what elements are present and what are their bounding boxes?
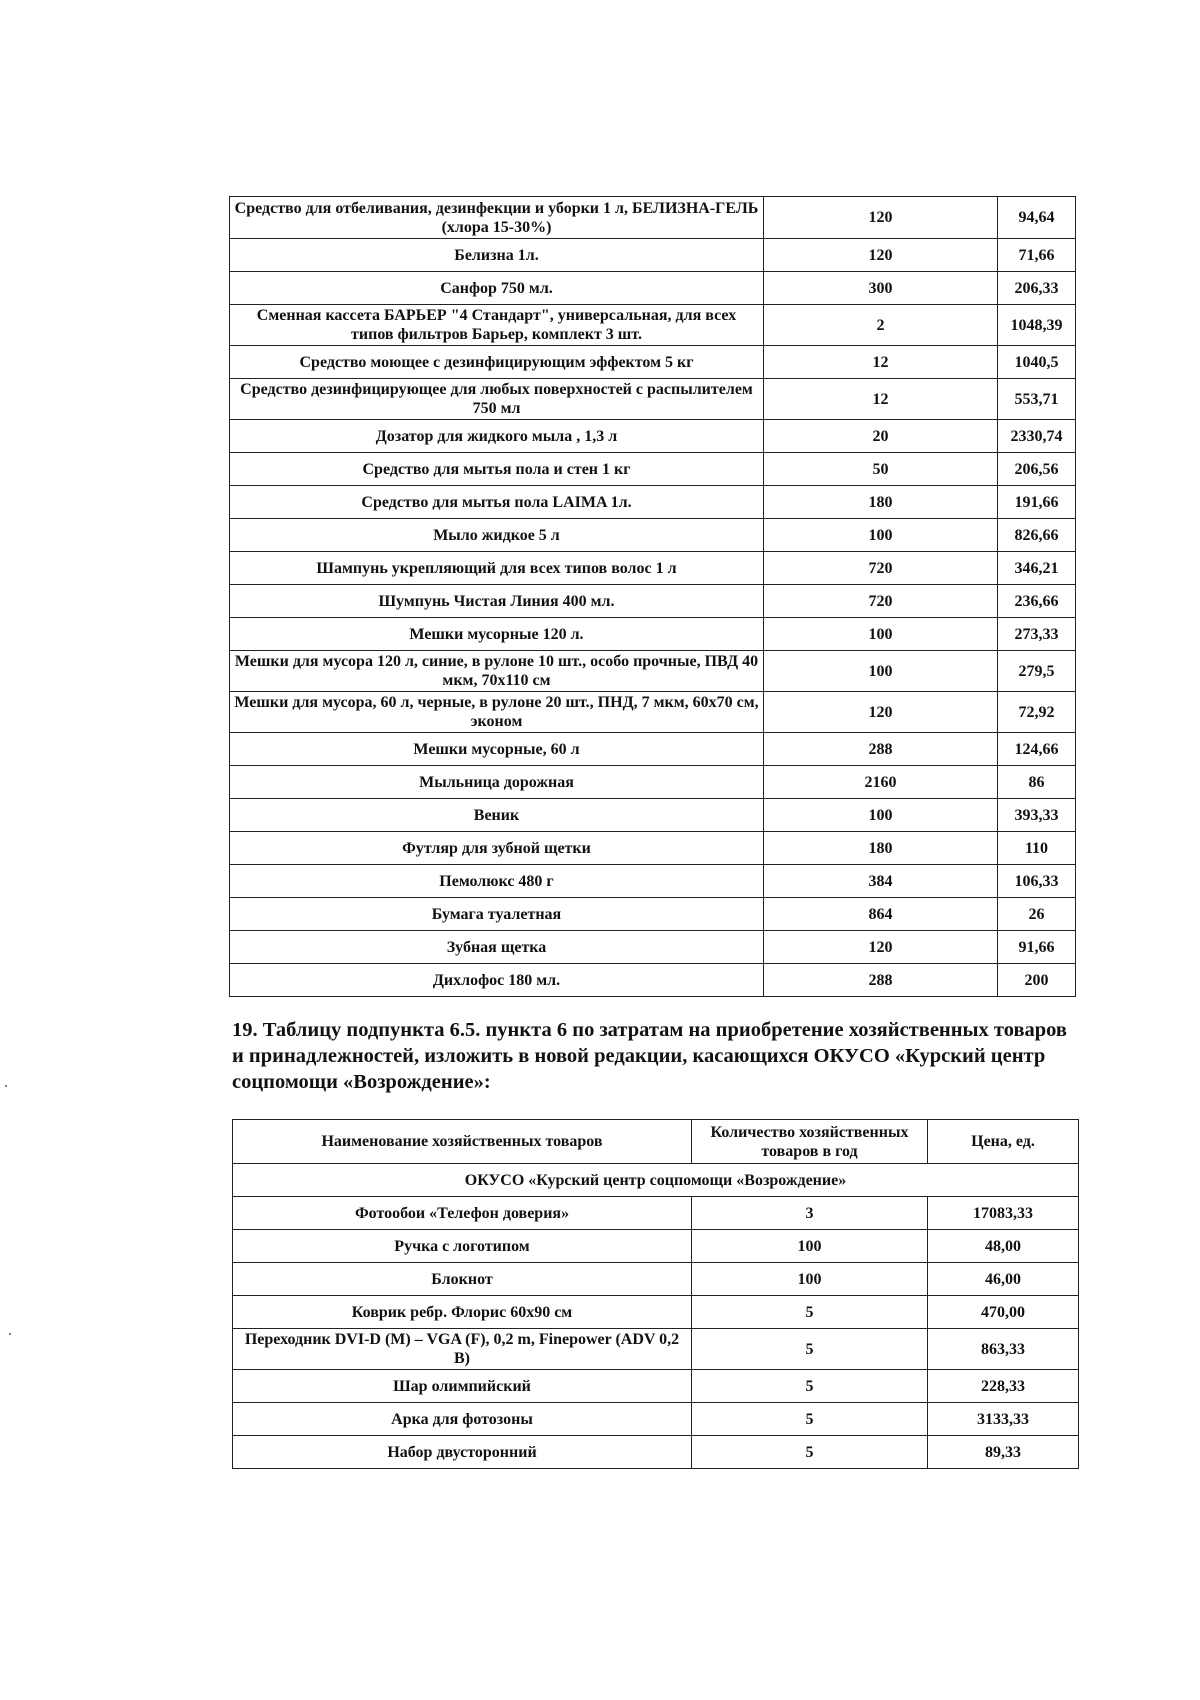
- item-name: Мыло жидкое 5 л: [230, 519, 764, 552]
- item-qty: 100: [764, 618, 998, 651]
- item-qty: 2: [764, 305, 998, 346]
- item-price: 826,66: [998, 519, 1076, 552]
- item-qty: 300: [764, 272, 998, 305]
- item-name: Шар олимпийский: [233, 1370, 692, 1403]
- table-row: [230, 379, 1076, 420]
- table-row: [230, 651, 1076, 692]
- item-name: Дозатор для жидкого мыла , 1,3 л: [230, 420, 764, 453]
- item-name: Средство для отбеливания, дезинфекции и уборки 1 л, БЕЛИЗНА-ГЕЛЬ (хлора 15-30%): [230, 197, 764, 239]
- organization-row: [233, 1164, 1079, 1197]
- table-row: [230, 346, 1076, 379]
- item-price: 17083,33: [928, 1197, 1079, 1230]
- item-name: Арка для фотозоны: [233, 1403, 692, 1436]
- item-name: Шампунь укрепляющий для всех типов волос 1 л: [230, 552, 764, 585]
- item-price: 46,00: [928, 1263, 1079, 1296]
- item-name: Мешки мусорные 120 л.: [230, 618, 764, 651]
- item-name: Белизна 1л.: [230, 239, 764, 272]
- table-row: [230, 964, 1076, 997]
- item-qty: 180: [764, 832, 998, 865]
- item-name: Набор двусторонний: [233, 1436, 692, 1469]
- item-qty: 100: [692, 1263, 928, 1296]
- table-row: [230, 239, 1076, 272]
- item-price: 26: [998, 898, 1076, 931]
- item-qty: 120: [764, 239, 998, 272]
- table-row: [233, 1329, 1079, 1370]
- table-row: [233, 1370, 1079, 1403]
- table-row: [230, 766, 1076, 799]
- item-qty: 864: [764, 898, 998, 931]
- table-row: [230, 552, 1076, 585]
- table-row: [230, 733, 1076, 766]
- table-row: [233, 1230, 1079, 1263]
- item-name: Футляр для зубной щетки: [230, 832, 764, 865]
- table-row: [230, 453, 1076, 486]
- item-qty: 100: [692, 1230, 928, 1263]
- item-qty: 12: [764, 379, 998, 420]
- item-qty: 5: [692, 1296, 928, 1329]
- item-price: 3133,33: [928, 1403, 1079, 1436]
- table-row: [230, 272, 1076, 305]
- table-row: [230, 799, 1076, 832]
- item-price: 71,66: [998, 239, 1076, 272]
- header-qty: Количество хозяйственных товаров в год: [692, 1120, 928, 1164]
- item-price: 94,64: [998, 197, 1076, 239]
- table-row: [230, 865, 1076, 898]
- item-qty: 3: [692, 1197, 928, 1230]
- item-qty: 288: [764, 964, 998, 997]
- item-price: 91,66: [998, 931, 1076, 964]
- item-price: 106,33: [998, 865, 1076, 898]
- item-qty: 720: [764, 585, 998, 618]
- item-price: 273,33: [998, 618, 1076, 651]
- table-row: [230, 305, 1076, 346]
- item-price: 200: [998, 964, 1076, 997]
- item-price: 393,33: [998, 799, 1076, 832]
- item-qty: 5: [692, 1329, 928, 1370]
- item-price: 346,21: [998, 552, 1076, 585]
- item-name: Коврик ребр. Флорис 60х90 см: [233, 1296, 692, 1329]
- item-qty: 100: [764, 519, 998, 552]
- item-qty: 180: [764, 486, 998, 519]
- item-name: Сменная кассета БАРЬЕР "4 Стандарт", универсальная, для всех типов фильтров Барьер, комплект 3 шт.: [230, 305, 764, 346]
- item-qty: 288: [764, 733, 998, 766]
- item-qty: 120: [764, 931, 998, 964]
- table-row: [230, 692, 1076, 733]
- table-row: [233, 1197, 1079, 1230]
- item-qty: 100: [764, 651, 998, 692]
- item-price: 236,66: [998, 585, 1076, 618]
- table-row: [233, 1403, 1079, 1436]
- item-price: 2330,74: [998, 420, 1076, 453]
- table-row: [230, 898, 1076, 931]
- item-name: Зубная щетка: [230, 931, 764, 964]
- item-name: Мешки мусорные, 60 л: [230, 733, 764, 766]
- item-price: 206,33: [998, 272, 1076, 305]
- item-price: 1040,5: [998, 346, 1076, 379]
- item-price: 124,66: [998, 733, 1076, 766]
- header-name: Наименование хозяйственных товаров: [233, 1120, 692, 1164]
- item-qty: 50: [764, 453, 998, 486]
- table-row: [230, 420, 1076, 453]
- item-name: Пемолюкс 480 г: [230, 865, 764, 898]
- item-price: 191,66: [998, 486, 1076, 519]
- item-name: Дихлофос 180 мл.: [230, 964, 764, 997]
- item-price: 863,33: [928, 1329, 1079, 1370]
- table-row: [233, 1436, 1079, 1469]
- item-price: 89,33: [928, 1436, 1079, 1469]
- header-price: Цена, ед.: [928, 1120, 1079, 1164]
- item-price: 72,92: [998, 692, 1076, 733]
- item-price: 470,00: [928, 1296, 1079, 1329]
- item-price: 86: [998, 766, 1076, 799]
- item-name: Шумпунь Чистая Линия 400 мл.: [230, 585, 764, 618]
- item-name: Мешки для мусора 120 л, синие, в рулоне 10 шт., особо прочные, ПВД 40 мкм, 70х110 см: [230, 651, 764, 692]
- table-row: [230, 519, 1076, 552]
- item-name: Средство для мытья пола LAIMA 1л.: [230, 486, 764, 519]
- item-name: Фотообои «Телефон доверия»: [233, 1197, 692, 1230]
- item-name: Мыльница дорожная: [230, 766, 764, 799]
- item-price: 228,33: [928, 1370, 1079, 1403]
- table-row: [233, 1263, 1079, 1296]
- item-price: 1048,39: [998, 305, 1076, 346]
- item-price: 553,71: [998, 379, 1076, 420]
- item-name: Блокнот: [233, 1263, 692, 1296]
- table-row: [230, 931, 1076, 964]
- item-name: Бумага туалетная: [230, 898, 764, 931]
- item-qty: 720: [764, 552, 998, 585]
- amendment-paragraph: 19. Таблицу подпункта 6.5. пункта 6 по затратам на приобретение хозяйственных товаров и принадлежностей, изложить в новой редакции, касающихся ОКУСО «Курский центр соцпомощи «Возрождение»:: [232, 1019, 1067, 1093]
- item-qty: 100: [764, 799, 998, 832]
- table-row: [230, 197, 1076, 239]
- table-row: [233, 1296, 1079, 1329]
- table-header-row: [233, 1120, 1079, 1164]
- item-qty: 5: [692, 1403, 928, 1436]
- item-name: Веник: [230, 799, 764, 832]
- item-price: 110: [998, 832, 1076, 865]
- item-price: 279,5: [998, 651, 1076, 692]
- item-qty: 20: [764, 420, 998, 453]
- item-price: 48,00: [928, 1230, 1079, 1263]
- table-row: [230, 486, 1076, 519]
- item-qty: 12: [764, 346, 998, 379]
- organization-name: ОКУСО «Курский центр соцпомощи «Возрождение»: [233, 1164, 1079, 1197]
- item-name: Средство для мытья пола и стен 1 кг: [230, 453, 764, 486]
- item-qty: 5: [692, 1370, 928, 1403]
- item-name: Санфор 750 мл.: [230, 272, 764, 305]
- item-qty: 5: [692, 1436, 928, 1469]
- item-price: 206,56: [998, 453, 1076, 486]
- scan-speck: [5, 1085, 7, 1087]
- item-name: Средство моющее с дезинфицирующим эффектом 5 кг: [230, 346, 764, 379]
- item-name: Мешки для мусора, 60 л, черные, в рулоне 20 шт., ПНД, 7 мкм, 60х70 см, эконом: [230, 692, 764, 733]
- scan-speck: [9, 1333, 11, 1335]
- item-qty: 120: [764, 692, 998, 733]
- item-qty: 120: [764, 197, 998, 239]
- item-name: Переходник DVI-D (M) – VGA (F), 0,2 m, Finepower (ADV 0,2 B): [233, 1329, 692, 1370]
- table-row: [230, 832, 1076, 865]
- item-qty: 384: [764, 865, 998, 898]
- item-name: Средство дезинфицирующее для любых поверхностей с распылителем 750 мл: [230, 379, 764, 420]
- item-qty: 2160: [764, 766, 998, 799]
- item-name: Ручка с логотипом: [233, 1230, 692, 1263]
- table-row: [230, 618, 1076, 651]
- table-row: [230, 585, 1076, 618]
- household-goods-table-continued: [229, 196, 1076, 997]
- household-goods-table-new: [232, 1119, 1079, 1469]
